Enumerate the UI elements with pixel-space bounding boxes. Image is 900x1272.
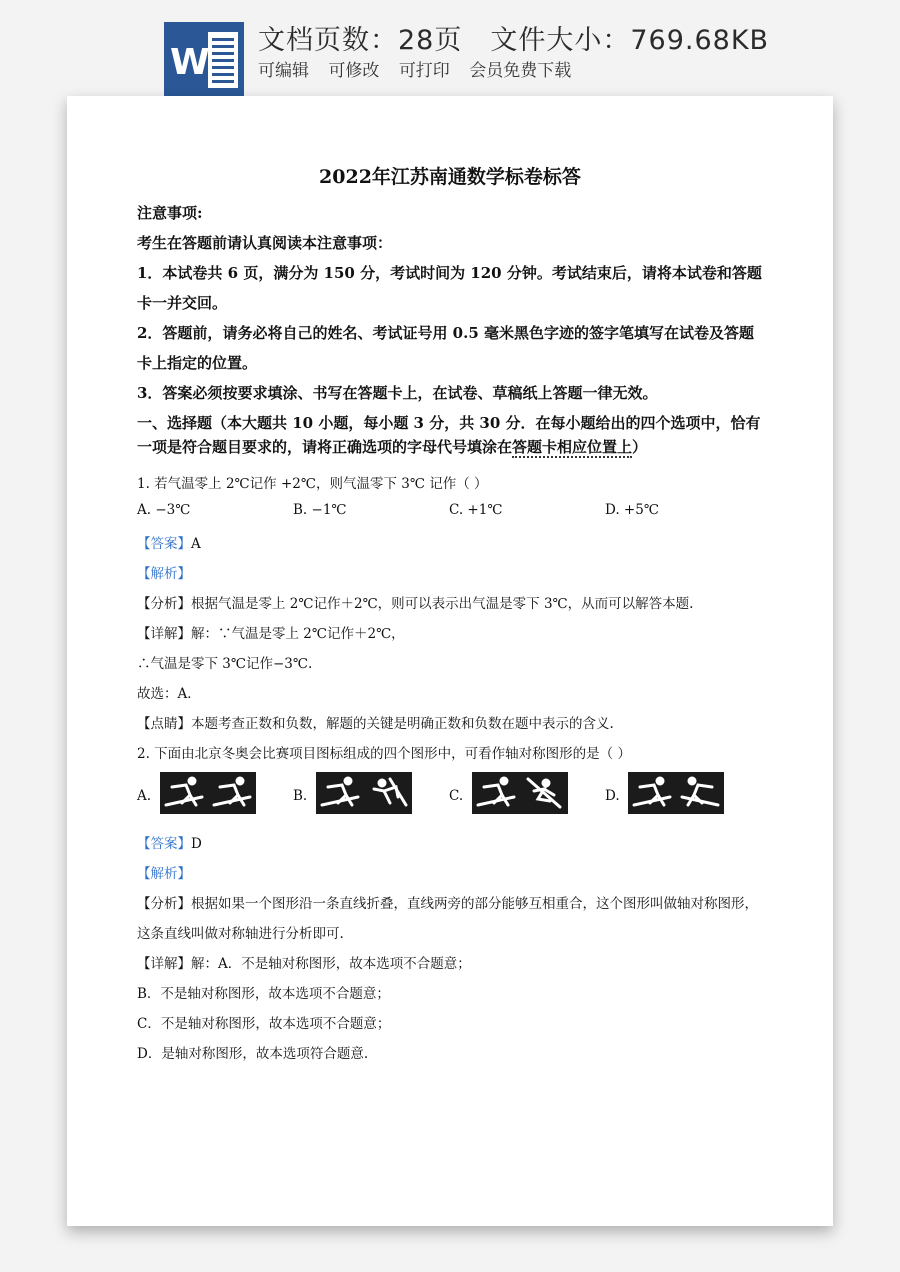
q1-choose: 故选：A． bbox=[137, 686, 201, 702]
feature-member-download: 会员免费下载 bbox=[469, 61, 572, 81]
q1-option-b: B. −1℃ bbox=[293, 502, 347, 518]
notice-intro: 考生在答题前请认真阅读本注意事项： bbox=[137, 234, 393, 252]
feature-list bbox=[258, 56, 581, 81]
file-size: 文件大小：769.68KB bbox=[490, 25, 770, 56]
q1-option-a: A. −3℃ bbox=[137, 502, 191, 518]
skier-icon bbox=[320, 775, 360, 811]
notice-item-3: 3．答案必须按要求填涂、书写在答题卡上，在试卷、草稿纸上答题一律无效。 bbox=[137, 384, 658, 402]
question-2-stem: 2. 下面由北京冬奥会比赛项目图标组成的四个图形中，可看作轴对称图形的是（ ） bbox=[137, 746, 631, 762]
section-heading: 一、选择题（本大题共 10 小题，每小题 3 分，共 30 分．在每小题给出的四个选项中，恰有 bbox=[137, 414, 761, 432]
q1-option-c: C. +1℃ bbox=[449, 502, 503, 518]
skier-icon bbox=[212, 775, 252, 811]
feature-modifiable: 可修改 bbox=[328, 61, 380, 81]
q2-analysis-tag: 【解析】 bbox=[137, 866, 191, 882]
q2-option-b-image bbox=[316, 772, 412, 814]
jumper-icon bbox=[368, 775, 408, 811]
skier-icon bbox=[632, 775, 672, 811]
q1-analysis-tag: 【解析】 bbox=[137, 566, 191, 582]
document-stats bbox=[258, 18, 769, 57]
q2-option-c-label: C. bbox=[449, 788, 464, 804]
svg-text:W: W bbox=[170, 42, 210, 83]
q2-option-c-image bbox=[472, 772, 568, 814]
answer-tag: 【答案】 bbox=[137, 836, 191, 852]
q1-fenxi: 【分析】根据气温是零上 2℃记作＋2℃，则可以表示出气温是零下 3℃，从而可以解答本题. bbox=[137, 596, 694, 612]
q2-line-b: B．不是轴对称图形，故本选项不合题意； bbox=[137, 986, 390, 1002]
notice-item-1-cont: 卡一并交回。 bbox=[137, 294, 228, 312]
crouch-skier-icon bbox=[524, 775, 564, 811]
q2-options bbox=[137, 772, 777, 820]
notice-item-1: 1．本试卷共 6 页，满分为 150 分，考试时间为 120 分钟。考试结束后，请将本试卷和答题 bbox=[137, 264, 762, 282]
question-1-stem: 1. 若气温零上 2℃记作 +2℃，则气温零下 3℃ 记作（ ） bbox=[137, 476, 488, 492]
download-banner bbox=[0, 0, 900, 96]
skier-mirrored-icon bbox=[680, 775, 720, 811]
notice-item-2: 2．答题前，请务必将自己的姓名、考试证号用 0.5 毫米黑色字迹的签字笔填写在试卷及答题 bbox=[137, 324, 754, 342]
q1-dianjing: 【点睛】本题考查正数和负数，解题的关键是明确正数和负数在题中表示的含义. bbox=[137, 716, 614, 732]
document-page bbox=[67, 96, 833, 1226]
q1-option-d: D. +5℃ bbox=[605, 502, 659, 518]
skier-icon bbox=[476, 775, 516, 811]
q2-fenxi: 【分析】根据如果一个图形沿一条直线折叠，直线两旁的部分能够互相重合，这个图形叫做轴对称图形， bbox=[137, 896, 758, 912]
notice-heading: 注意事项: bbox=[137, 204, 203, 222]
q2-option-d-image bbox=[628, 772, 724, 814]
feature-editable: 可编辑 bbox=[258, 61, 309, 81]
page-count: 文档页数：28页 bbox=[258, 25, 463, 56]
q2-answer bbox=[137, 832, 202, 852]
q2-option-a-image bbox=[160, 772, 256, 814]
q2-option-d-label: D. bbox=[605, 788, 620, 804]
q2-line-d: D．是轴对称图形，故本选项符合题意. bbox=[137, 1046, 369, 1062]
section-heading-cont bbox=[137, 436, 647, 457]
answer-value: A bbox=[191, 536, 201, 552]
notice-item-2-cont: 卡上指定的位置。 bbox=[137, 354, 258, 372]
feature-printable: 可打印 bbox=[398, 61, 450, 81]
skier-icon bbox=[164, 775, 204, 811]
answer-value: D bbox=[191, 836, 202, 852]
q2-line-c: C．不是轴对称图形，故本选项不合题意； bbox=[137, 1016, 391, 1032]
word-doc-icon bbox=[164, 22, 244, 98]
q2-fenxi-cont: 这条直线叫做对称轴进行分析即可. bbox=[137, 926, 344, 942]
q1-answer bbox=[137, 532, 201, 552]
answer-tag: 【答案】 bbox=[137, 536, 191, 552]
section-instruction: 一项是符合题目要求的，请将正确选项的字母代号填涂在 bbox=[137, 438, 513, 456]
q2-option-a-label: A. bbox=[137, 788, 152, 804]
q1-step: ∴气温是零下 3℃记作−3℃. bbox=[137, 656, 313, 672]
page-title: 2022年江苏南通数学标卷标答 bbox=[319, 166, 581, 188]
q1-xiangjie: 【详解】解：∵气温是零上 2℃记作＋2℃， bbox=[137, 626, 405, 642]
answer-sheet-emphasis: 答题卡相应位置上 bbox=[512, 438, 633, 456]
q2-xiangjie: 【详解】解：A．不是轴对称图形，故本选项不合题意； bbox=[137, 956, 471, 972]
q2-option-b-label: B. bbox=[293, 788, 308, 804]
section-close-paren: ） bbox=[632, 438, 648, 456]
